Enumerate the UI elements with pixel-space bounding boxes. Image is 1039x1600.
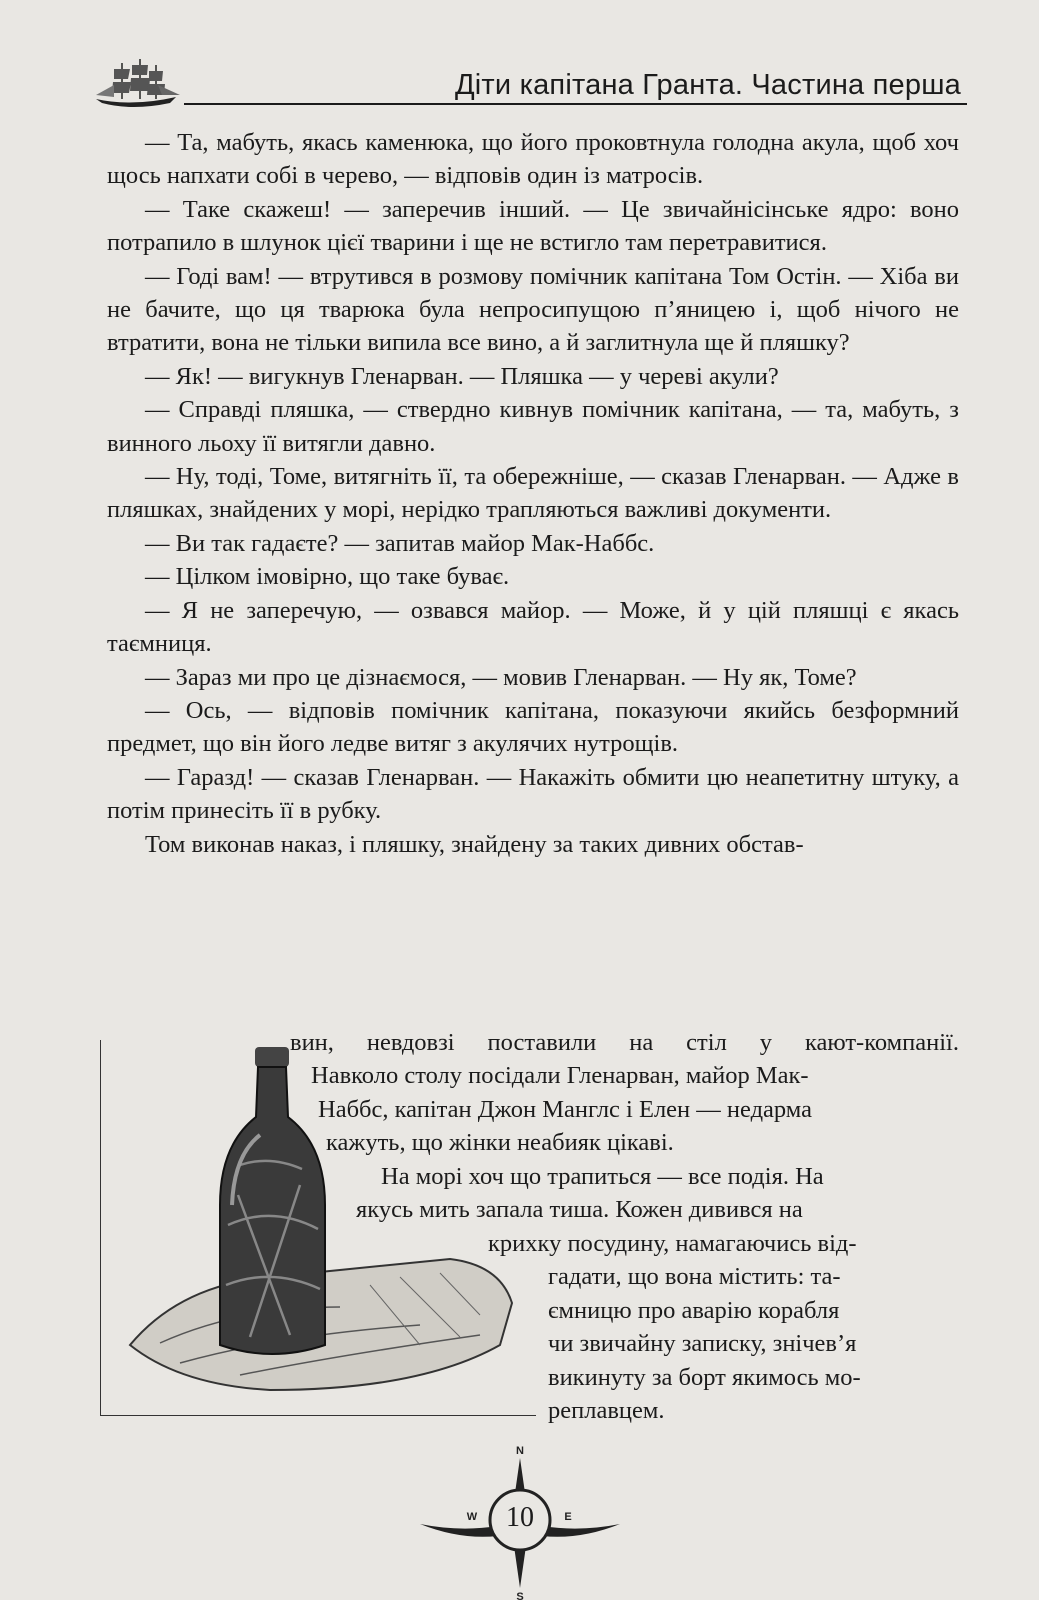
- page-footer: [420, 1440, 620, 1600]
- paragraph: — Ну, тоді, Томе, витягніть її, та обережніше, — сказав Гленарван. — Адже в пляшках, знайдених у морі, нерідко трапляються важливі документи.: [107, 463, 959, 524]
- paragraph: — Ось, — відповів помічник капітана, показуючи якийсь безформний предмет, що він його ледве витяг з акулячих нутрощів.: [107, 696, 959, 758]
- running-header: [92, 55, 967, 105]
- page-number: 10: [506, 1502, 534, 1533]
- paragraph: — Я не заперечую, — озвався майор. — Може, й у цій пляшці є якась таємниця.: [107, 596, 959, 658]
- paragraph: Том виконав наказ, і пляшку, знайдену за таких дивних обстав-: [145, 830, 804, 858]
- sailing-ship-icon: [92, 55, 188, 109]
- paragraph: — Таке скажеш! — заперечив інший. — Це звичайнісінське ядро: воно потрапило в шлунок цієї тварини і ще не встигло там перетравитися.: [107, 195, 959, 257]
- illustration-border: [100, 1040, 101, 1415]
- compass-west-label: W: [466, 1511, 478, 1523]
- wrapped-line: чи звичайну записку, знічев’я: [548, 1330, 857, 1357]
- paragraph: — Як! — вигукнув Гленарван. — Пляшка — у череві акули?: [145, 362, 779, 390]
- wrapped-line: реплавцем.: [548, 1397, 665, 1424]
- main-text: [107, 126, 959, 861]
- wrapped-line: викинуту за борт якимось мо-: [548, 1364, 861, 1391]
- wrapped-line: На морі хоч що трапиться — все подія. На: [381, 1163, 824, 1190]
- paragraph: — Ви так гадаєте? — запитав майор Мак-Наббс.: [145, 529, 655, 557]
- paragraph: — Зараз ми про це дізнаємося, — мовив Гленарван. — Ну як, Томе?: [145, 663, 857, 691]
- wrapped-line: ємницю про аварію корабля: [548, 1297, 840, 1324]
- paragraph: — Годі вам! — втрутився в розмову помічник капітана Том Остін. — Хіба ви не бачите, що ця тварюка була непросипущою п’яницею і, щоб нічого не втратити, вона не тільки випила все вино, а й заглитнула ще й пляшку?: [107, 262, 959, 357]
- wrapped-line: Навколо столу посідали Гленарван, майор Мак-: [311, 1062, 809, 1089]
- wrapped-line: Наббс, капітан Джон Манглс і Елен — недарма: [318, 1096, 813, 1123]
- wrapped-line: крихку посудину, намагаючись від-: [488, 1230, 857, 1257]
- paragraph: — Гаразд! — сказав Гленарван. — Накажіть обмити цю неапетитну штуку, а потім принесіть її в рубку.: [107, 763, 959, 825]
- illustration-border: [100, 1415, 536, 1416]
- compass-east-label: E: [564, 1511, 572, 1523]
- compass-north-label: N: [516, 1445, 524, 1457]
- wrapped-line: гадати, що вона містить: та-: [548, 1263, 841, 1290]
- paragraph: — Та, мабуть, якась каменюка, що його проковтнула голодна акула, щоб хоч щось напхати собі в черево, — відповів один із матросів.: [107, 129, 959, 190]
- wrapped-line: кажуть, що жінки неабияк цікаві.: [326, 1129, 674, 1156]
- wrapped-line: вин, невдовзі поставили на стіл у кают-компанії.: [290, 1029, 959, 1056]
- header-rule: [184, 103, 967, 105]
- book-title: Діти капітана Гранта. Частина перша: [454, 69, 961, 101]
- paragraph: — Справді пляшка, — ствердно кивнув помічник капітана, — та, мабуть, з винного льоху її витягли давно.: [107, 396, 959, 457]
- wrapped-line: якусь мить запала тиша. Кожен дивився на: [356, 1196, 803, 1223]
- compass-south-label: S: [516, 1591, 524, 1600]
- paragraph: — Цілком імовірно, що таке буває.: [145, 563, 510, 591]
